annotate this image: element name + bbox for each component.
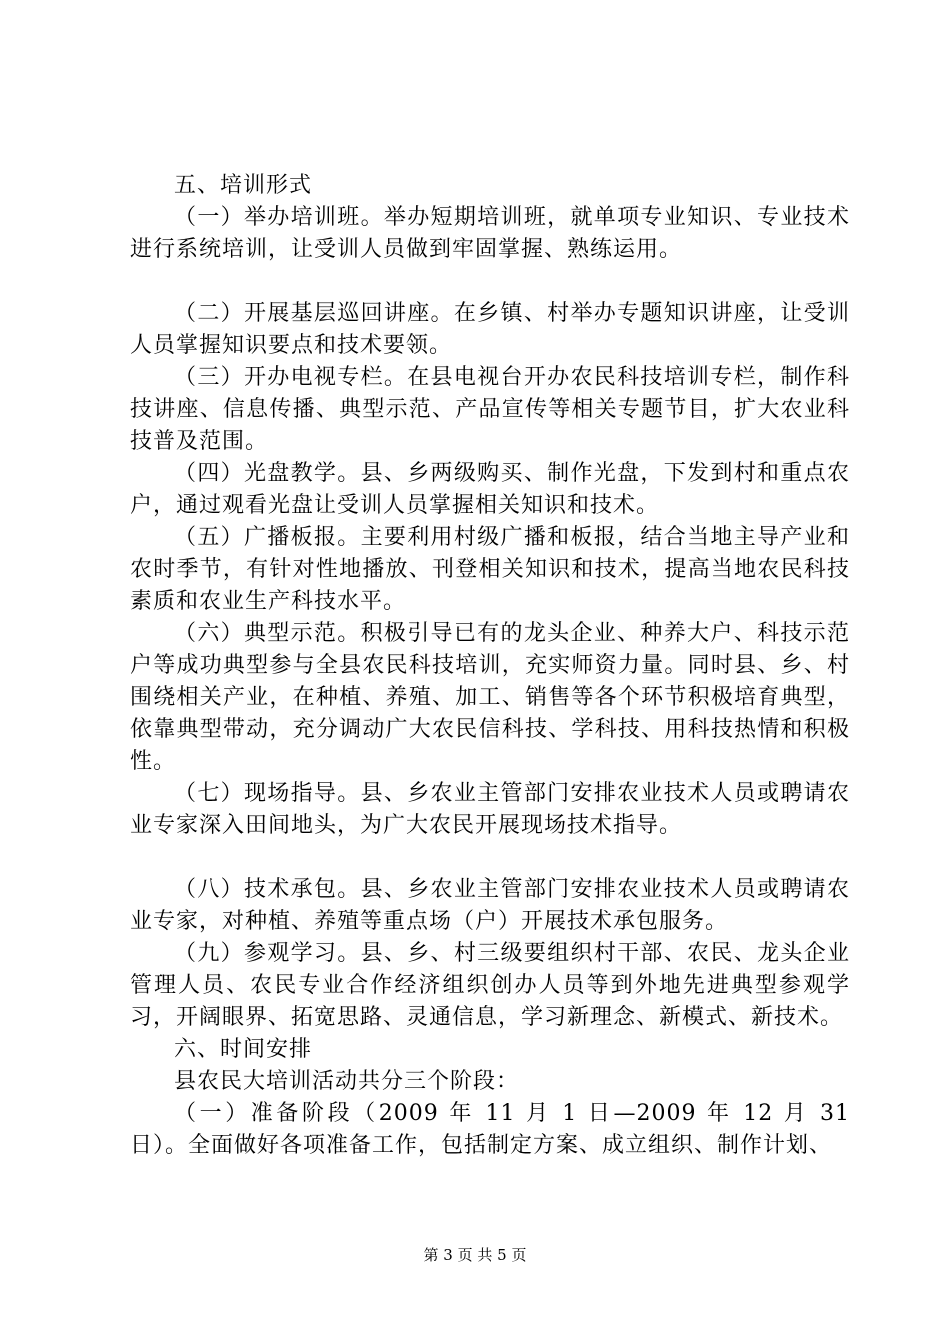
- section-heading-training-forms: 五、培训形式: [174, 173, 313, 198]
- paragraph-training-class: （一）举办培训班。举办短期培训班，就单项专业知识、专业技术进行系统培训，让受训人员做到牢固掌握、熟练运用。: [130, 205, 850, 262]
- paragraph-lecture-tour: （二）开展基层巡回讲座。在乡镇、村举办专题知识讲座，让受训人员掌握知识要点和技术要领。: [130, 301, 850, 358]
- section-heading-schedule: 六、时间安排: [174, 1037, 313, 1062]
- paragraph-three-stages: 县农民大培训活动共分三个阶段：: [174, 1069, 520, 1094]
- paragraph-disc-teaching: （四）光盘教学。县、乡两级购买、制作光盘，下发到村和重点农户，通过观看光盘让受训人员掌握相关知识和技术。: [130, 461, 850, 518]
- paragraph-tech-contracting: （八）技术承包。县、乡农业主管部门安排农业技术人员或聘请农业专家，对种植、养殖等重点场（户）开展技术承包服务。: [130, 877, 850, 934]
- paragraph-prep-stage: （一）准备阶段（2009 年 11 月 1 日—2009 年 12 月 31 日）。全面做好各项准备工作，包括制定方案、成立组织、制作计划、: [130, 1101, 850, 1158]
- document-body: [130, 170, 850, 1162]
- page-number-footer: 第 3 页 共 5 页: [423, 1246, 527, 1264]
- paragraph-field-guidance: （七）现场指导。县、乡农业主管部门安排农业技术人员或聘请农业专家深入田间地头，为广大农民开展现场技术指导。: [130, 781, 850, 838]
- paragraph-model-demo: （六）典型示范。积极引导已有的龙头企业、种养大户、科技示范户等成功典型参与全县农民科技培训，充实师资力量。同时县、乡、村围绕相关产业，在种植、养殖、加工、销售等各个环节积极培育典型，依靠典型带动，充分调动广大农民信科技、学科技、用科技热情和积极性。: [130, 621, 850, 774]
- paragraph-study-visit: （九）参观学习。县、乡、村三级要组织村干部、农民、龙头企业管理人员、农民专业合作经济组织创办人员等到外地先进典型参观学习，开阔眼界、拓宽思路、灵通信息，学习新理念、新模式、新技术。: [130, 941, 850, 1030]
- paragraph-tv-column: （三）开办电视专栏。在县电视台开办农民科技培训专栏，制作科技讲座、信息传播、典型示范、产品宣传等相关专题节目，扩大农业科技普及范围。: [130, 365, 850, 454]
- paragraph-broadcast-board: （五）广播板报。主要利用村级广播和板报，结合当地主导产业和农时季节，有针对性地播放、刊登相关知识和技术，提高当地农民科技素质和农业生产科技水平。: [130, 525, 850, 614]
